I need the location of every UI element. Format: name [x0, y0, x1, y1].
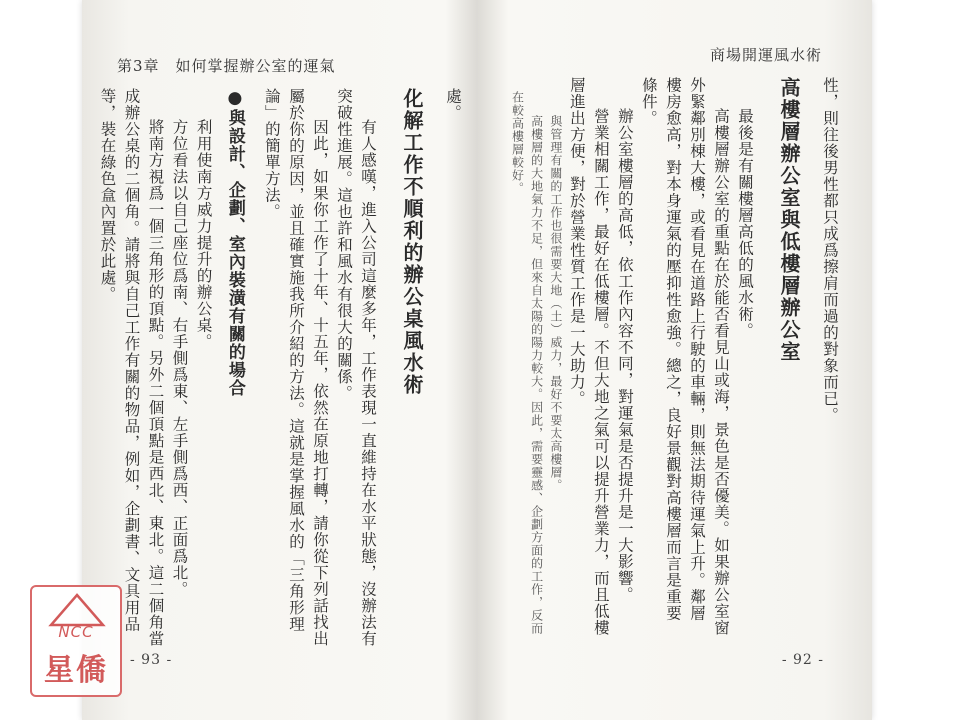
right-para-2: 高樓層辦公室的重點在於能否看見山或海，景色是否優美。如果辦公室窗外緊鄰別棟大樓，或看見在道路上行駛的車輛，則無法期待運氣上升。鄰層樓房愈高，對本身運氣的壓抑性愈強。總之，良好景觀對高樓層而言是重要條件。: [639, 77, 730, 636]
left-subheading: ●與設計、企劃、室內裝潢有關的場合: [224, 88, 245, 397]
right-small-print: [507, 91, 565, 637]
right-running-head: 商場開運風水術: [709, 46, 822, 64]
right-page-number: - 92 -: [781, 652, 824, 668]
right-small-para-2: 高樓層的大地氣力不足，但來自太陽的陽力較大。因此，需要靈感、企劃方面的工作，反而在較高樓層較好。: [510, 91, 544, 635]
left-para-1: 有人感嘆，進入公司這麼多年，工作表現一直維持在水平狀態，沒辦法有突破性進展。這也許和風水有很大的關係。: [334, 88, 377, 647]
left-page-number: - 93 -: [130, 652, 173, 668]
left-para-continuation: 處。: [444, 88, 462, 121]
left-page-body: [95, 88, 465, 648]
left-para-3: 利用使南方威力提升的辦公桌。: [194, 119, 213, 350]
right-section-heading: 高樓層辦公室與低樓層辦公室: [776, 77, 801, 363]
right-para-1: 最後是有關樓層高低的風水術。: [735, 108, 754, 339]
right-para-3: 辦公室樓層的高低，依工作內容不同，對運氣是否提升是一大影響。: [615, 108, 634, 603]
left-para-5: 將南方視爲一個三角形的頂點。另外二個頂點是西北、東北。這二個角當成辦公桌的二個角。請將與自己工作有關的物品，例如，企劃書、文具用品等，裝在綠色盒內置於此處。: [98, 88, 165, 647]
stamp-ncc-text: NCC: [58, 623, 94, 641]
left-para-2: 因此，如果你工作了十年、十五年，依然在原地打轉，請你從下列話找出屬於你的原因，並且確實施我所介紹的方法。這就是掌握風水的「三角形理論」的簡單方法。: [262, 88, 329, 647]
right-para-4: 營業相關工作，最好在低樓層。不但大地之氣可以提升營業力，而且低樓層進出方便，對於營業性質工作是一大助力。: [567, 77, 610, 636]
publisher-stamp: [30, 585, 122, 697]
right-lead: 性，則往後男性都只成爲擦肩而過的對象而已。: [821, 77, 839, 424]
right-small-para-1: 與管理有關的工作也很需要大地（土）威力，最好不要太高樓層。: [548, 115, 563, 492]
left-para-4: 方位看法以自己座位爲南、右手側爲東、左手側爲西、正面爲北。: [170, 119, 189, 598]
right-page-body: [507, 77, 842, 637]
left-page: [82, 0, 475, 720]
right-page: [478, 0, 872, 720]
stamp-name-text: 星僑: [44, 653, 108, 688]
triangle-logo-icon: [48, 593, 106, 627]
left-running-head: 第3章 如何掌握辦公室的運氣: [117, 57, 336, 75]
left-section-heading: 化解工作不順利的辦公桌風水術: [399, 88, 424, 396]
